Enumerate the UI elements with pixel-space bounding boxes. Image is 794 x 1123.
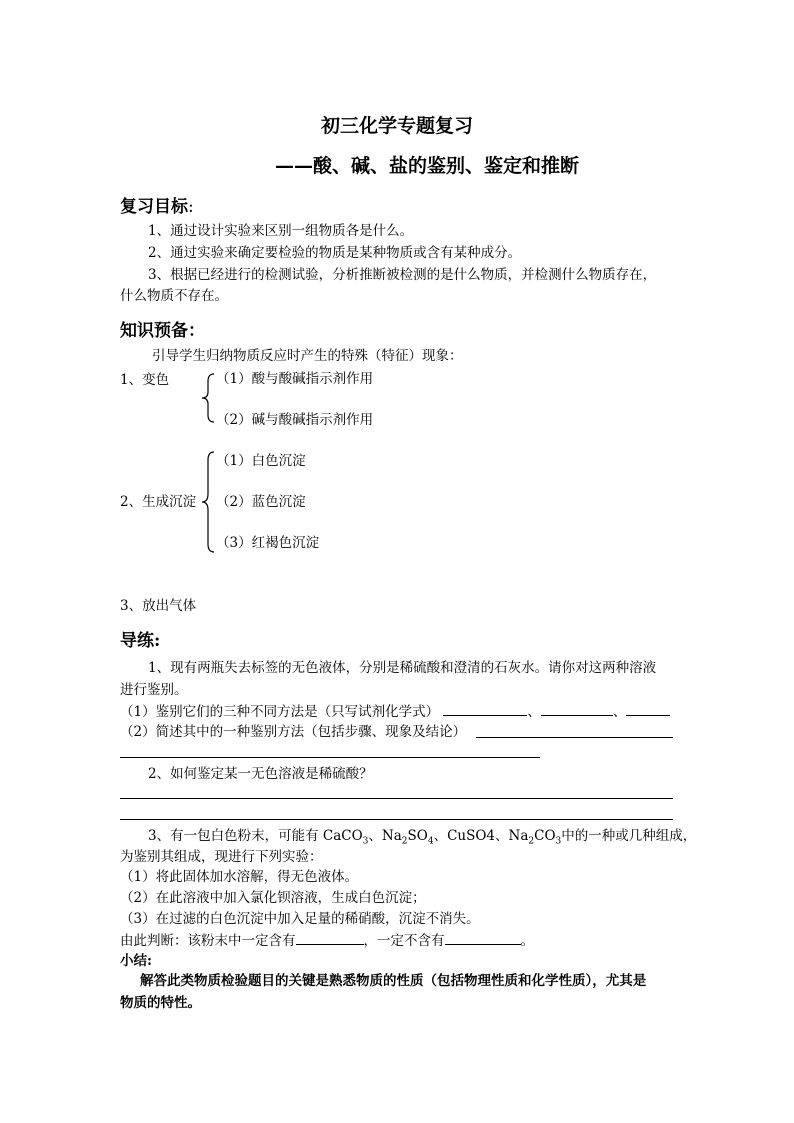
- conclusion-text: 由此判断：该粉末中一定含有: [120, 933, 296, 949]
- q2-text: 2、如何鉴定某一无色溶液是稀硫酸？: [148, 766, 373, 782]
- knowledge-intro: 引导学生归纳物质反应时产生的特殊（特征）现象：: [152, 348, 463, 364]
- group1-option-2: （2）碱与酸碱指示剂作用: [216, 412, 374, 428]
- q3-step-1: （1）将此固体加水溶解，得无色液体。: [120, 869, 359, 885]
- goal-item-3-cont: 什么物质不存在。: [120, 288, 228, 304]
- formula-subscript: 3: [555, 836, 562, 847]
- knowledge-heading: 知识预备：: [120, 321, 205, 341]
- separator: 、: [612, 704, 627, 720]
- answer-blank[interactable]: [626, 701, 670, 716]
- formula-subscript: 2: [401, 836, 408, 847]
- formula-text: SO: [407, 828, 428, 844]
- q1-sub-2-text: （2）简述其中的一种鉴别方法（包括步骤、现象及结论）: [120, 724, 467, 740]
- q1-sub-2: [120, 722, 466, 742]
- separator: 、: [433, 828, 448, 844]
- group2-option-3: （3）红褐色沉淀: [216, 535, 320, 551]
- separator: 、: [495, 828, 509, 844]
- goals-heading-text: 复习目标: [120, 197, 188, 217]
- formula-text: CuSO4: [447, 828, 496, 844]
- answer-blank[interactable]: [445, 930, 521, 945]
- answer-blank[interactable]: [541, 701, 613, 716]
- summary-line-1: 解答此类物质检验题目的关键是熟悉物质的性质（包括物理性质和化学性质），尤其是: [140, 973, 647, 989]
- separator: 、: [368, 828, 382, 844]
- answer-line[interactable]: [120, 757, 540, 758]
- q3-line-2: 为鉴别其组成，现进行下列实验：: [120, 849, 323, 865]
- separator: 、: [527, 704, 541, 720]
- group2-label: 2、生成沉淀: [120, 494, 197, 510]
- answer-blank[interactable]: [443, 701, 527, 716]
- q1-sub-1: [120, 701, 670, 722]
- group2-option-1: （1）白色沉淀: [216, 453, 306, 469]
- goal-item-3: 3、根据已经进行的检测试验，分析推断被检测的是什么物质，并检测什么物质存在，: [148, 267, 657, 283]
- formula-text: CaCO: [322, 828, 363, 844]
- conclusion-text: ，一定不含有: [363, 933, 445, 949]
- answer-line[interactable]: [120, 819, 673, 820]
- knowledge-item-3: 3、放出气体: [120, 598, 197, 614]
- formula-text: CO: [534, 828, 556, 844]
- q3-step-2: （2）在此溶液中加入氯化钡溶液，生成白色沉淀；: [120, 890, 426, 906]
- answer-line[interactable]: [120, 798, 673, 799]
- goal-item-1: 1、通过设计实验来区别一组物质各是什么。: [148, 223, 414, 239]
- summary-line-2: 物质的特性。: [120, 995, 201, 1011]
- brace-icon: [200, 373, 216, 423]
- summary-heading: 小结:: [120, 953, 152, 969]
- conclusion-text: 。: [520, 933, 534, 949]
- formula-text: Na: [381, 828, 402, 844]
- group1-label: 1、变色: [120, 372, 170, 388]
- q3-pre: 3、有一包白色粉末，可能有: [148, 828, 323, 844]
- practice-heading: 导练:: [120, 631, 161, 651]
- q1-line-1: 1、现有两瓶失去标签的无色液体，分别是稀硫酸和澄清的石灰水。请你对这两种溶液: [148, 660, 657, 676]
- formula-text: Na: [508, 828, 529, 844]
- answer-line[interactable]: [476, 737, 673, 738]
- goals-heading-colon: :: [188, 197, 194, 217]
- q1-line-2: 进行鉴别。: [120, 682, 188, 698]
- formula-subscript: 3: [362, 836, 369, 847]
- answer-blank[interactable]: [296, 930, 364, 945]
- brace-icon: [200, 451, 216, 553]
- q3-post: 中的一种或几种组成，: [561, 828, 697, 844]
- formula-subscript: 2: [528, 836, 535, 847]
- goals-heading: [120, 192, 194, 217]
- group1-option-1: （1）酸与酸碱指示剂作用: [216, 371, 374, 387]
- group2-option-2: （2）蓝色沉淀: [216, 494, 306, 510]
- formula-subscript: 4: [427, 836, 434, 847]
- goal-item-2: 2、通过实验来确定要检验的物质是某种物质或含有某种成分。: [148, 245, 522, 261]
- q3-step-3: （3）在过滤的白色沉淀中加入足量的稀硝酸，沉淀不消失。: [120, 911, 480, 927]
- q1-sub-1-text: （1）鉴别它们的三种不同方法是（只写试剂化学式）: [120, 704, 440, 720]
- document-title: 初三化学专题复习: [320, 115, 473, 137]
- document-subtitle: ——酸、碱、盐的鉴别、鉴定和推断: [274, 155, 579, 177]
- q3-conclusion: [120, 930, 534, 951]
